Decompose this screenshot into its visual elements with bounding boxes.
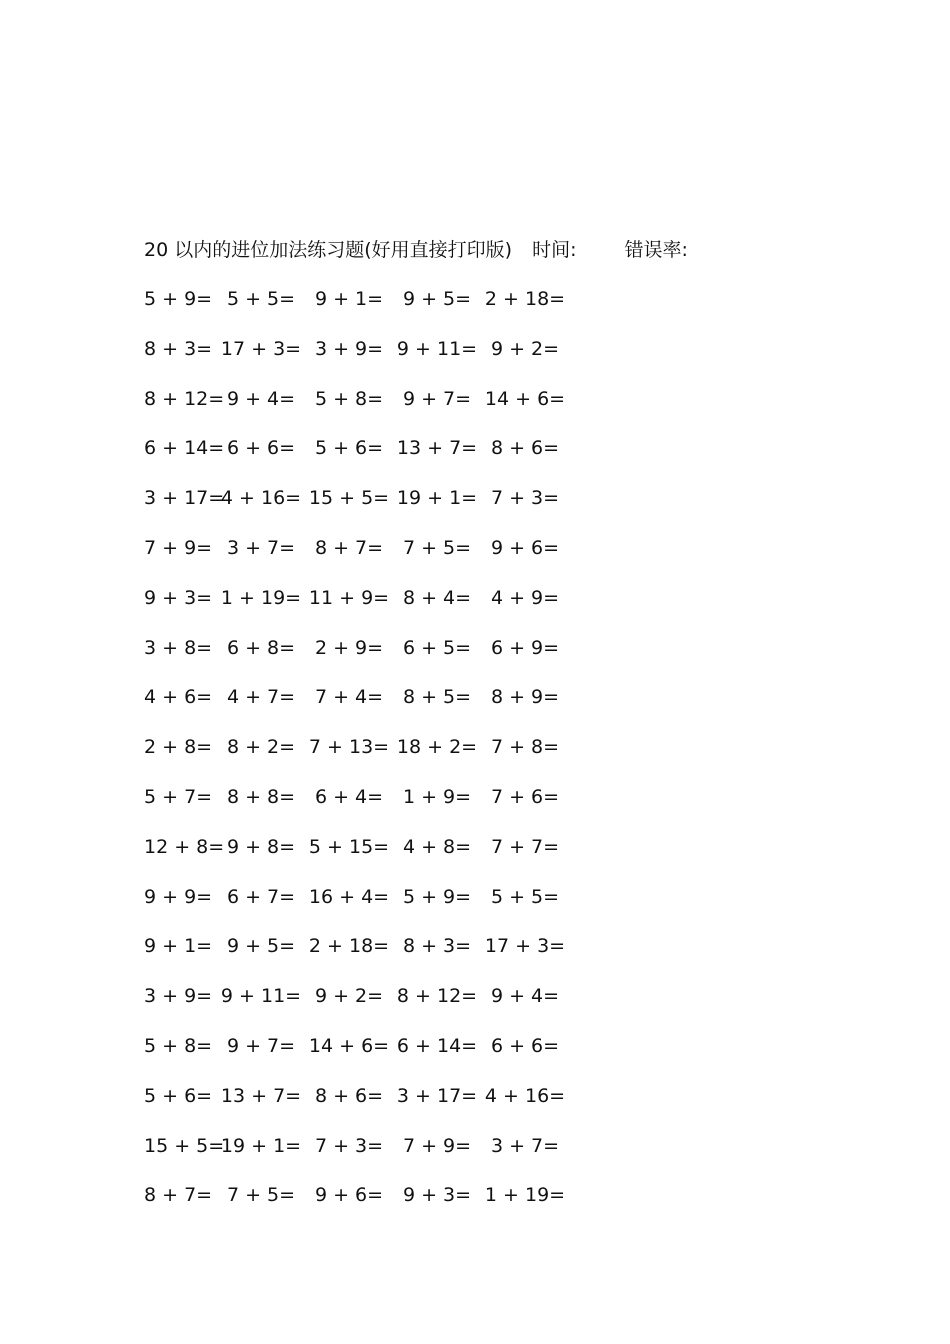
- worksheet-title: 20 以内的进位加法练习题(好用直接打印版): [144, 239, 513, 261]
- error-rate-label: 错误率:: [624, 239, 688, 261]
- addition-problem: 13 + 7=: [396, 437, 478, 460]
- addition-problem: 18 + 2=: [396, 736, 478, 759]
- addition-problem: 4 + 8=: [402, 835, 472, 858]
- addition-problem: 7 + 13=: [308, 736, 390, 759]
- addition-problem: 19 + 1=: [396, 487, 478, 510]
- addition-problem: 8 + 5=: [402, 686, 472, 709]
- addition-problem: 2 + 8=: [144, 736, 213, 759]
- addition-problem: 9 + 5=: [402, 288, 472, 310]
- addition-problem: 9 + 3=: [402, 1184, 472, 1207]
- addition-problem: 4 + 9=: [490, 586, 560, 609]
- addition-problem: 5 + 5=: [226, 288, 296, 310]
- addition-problem: 6 + 14=: [144, 437, 225, 460]
- addition-problem: 5 + 8=: [144, 1034, 213, 1057]
- addition-problem: 9 + 8=: [226, 835, 296, 858]
- addition-problem: 8 + 9=: [490, 686, 560, 709]
- addition-problem: 3 + 17=: [144, 487, 225, 510]
- addition-problem: 6 + 6=: [490, 1034, 560, 1057]
- addition-problem: 7 + 9=: [144, 536, 213, 559]
- addition-problem: 17 + 3=: [220, 337, 302, 360]
- addition-problem: 9 + 6=: [314, 1184, 384, 1207]
- addition-problem: 3 + 17=: [396, 1084, 478, 1107]
- addition-problem: 4 + 7=: [226, 686, 296, 709]
- addition-problem: 7 + 3=: [314, 1134, 384, 1157]
- addition-problem: 6 + 4=: [314, 785, 384, 808]
- addition-problem: 9 + 4=: [226, 387, 296, 410]
- addition-problem: 17 + 3=: [484, 935, 566, 958]
- addition-problem: 8 + 3=: [144, 337, 213, 360]
- addition-problem: 8 + 2=: [226, 736, 296, 759]
- addition-problem: 8 + 4=: [402, 586, 472, 609]
- addition-problem: 3 + 7=: [490, 1134, 560, 1157]
- addition-problem: 9 + 2=: [490, 337, 560, 360]
- addition-problem: 5 + 8=: [314, 387, 384, 410]
- addition-problem: 6 + 7=: [226, 885, 296, 908]
- addition-problem: 5 + 15=: [308, 835, 390, 858]
- addition-problem: 7 + 5=: [402, 536, 472, 559]
- addition-problem: 4 + 16=: [220, 487, 302, 510]
- addition-problem: 8 + 7=: [314, 536, 384, 559]
- addition-problem: 2 + 18=: [484, 288, 566, 310]
- addition-problem: 5 + 9=: [402, 885, 472, 908]
- addition-problem: 13 + 7=: [220, 1084, 302, 1107]
- addition-problem: 8 + 7=: [144, 1184, 213, 1207]
- addition-problem: 8 + 3=: [402, 935, 472, 958]
- addition-problem: 5 + 9=: [144, 288, 213, 310]
- addition-problem: 1 + 19=: [484, 1184, 566, 1207]
- addition-problem: 8 + 12=: [396, 985, 478, 1008]
- addition-problem: 9 + 7=: [226, 1034, 296, 1057]
- addition-problem: 9 + 5=: [226, 935, 296, 958]
- addition-problem: 9 + 6=: [490, 536, 560, 559]
- time-label: 时间:: [532, 239, 577, 261]
- addition-problem: 3 + 9=: [314, 337, 384, 360]
- addition-problem: 19 + 1=: [220, 1134, 302, 1157]
- addition-problem: 9 + 1=: [314, 288, 384, 310]
- addition-problem: 5 + 6=: [314, 437, 384, 460]
- addition-problem: 7 + 7=: [490, 835, 560, 858]
- addition-problem: 8 + 12=: [144, 387, 225, 410]
- addition-problem: 4 + 6=: [144, 686, 213, 709]
- addition-problem: 3 + 7=: [226, 536, 296, 559]
- addition-problem: 7 + 3=: [490, 487, 560, 510]
- addition-problem: 12 + 8=: [144, 835, 225, 858]
- addition-problem: 7 + 9=: [402, 1134, 472, 1157]
- addition-problem: 4 + 16=: [484, 1084, 566, 1107]
- addition-problem: 9 + 11=: [220, 985, 302, 1008]
- addition-problem: 1 + 9=: [402, 785, 472, 808]
- addition-problem: 8 + 8=: [226, 785, 296, 808]
- addition-problem: 7 + 6=: [490, 785, 560, 808]
- addition-problem: 8 + 6=: [314, 1084, 384, 1107]
- addition-problem: 9 + 9=: [144, 885, 213, 908]
- addition-problem: 9 + 3=: [144, 586, 213, 609]
- addition-problem: 9 + 2=: [314, 985, 384, 1008]
- addition-problem: 14 + 6=: [308, 1034, 390, 1057]
- addition-problem: 6 + 8=: [226, 636, 296, 659]
- addition-problem: 9 + 4=: [490, 985, 560, 1008]
- addition-problem: 1 + 19=: [220, 586, 302, 609]
- addition-problem: 3 + 9=: [144, 985, 213, 1008]
- addition-problem: 6 + 6=: [226, 437, 296, 460]
- addition-problem: 6 + 9=: [490, 636, 560, 659]
- addition-problem: 5 + 6=: [144, 1084, 213, 1107]
- addition-problem: 15 + 5=: [144, 1134, 225, 1157]
- addition-problem: 9 + 7=: [402, 387, 472, 410]
- addition-problem: 2 + 18=: [308, 935, 390, 958]
- addition-problem: 11 + 9=: [308, 586, 390, 609]
- addition-problem: 14 + 6=: [484, 387, 566, 410]
- addition-problem: 8 + 6=: [490, 437, 560, 460]
- addition-problem: 7 + 5=: [226, 1184, 296, 1207]
- addition-problem: 7 + 4=: [314, 686, 384, 709]
- addition-problem: 7 + 8=: [490, 736, 560, 759]
- addition-problem: 6 + 14=: [396, 1034, 478, 1057]
- addition-problem: 15 + 5=: [308, 487, 390, 510]
- addition-problem: 5 + 7=: [144, 785, 213, 808]
- addition-problem: 6 + 5=: [402, 636, 472, 659]
- addition-problem: 5 + 5=: [490, 885, 560, 908]
- addition-problem: 9 + 1=: [144, 935, 213, 958]
- addition-problem: 2 + 9=: [314, 636, 384, 659]
- addition-problem: 9 + 11=: [396, 337, 478, 360]
- addition-problem: 16 + 4=: [308, 885, 390, 908]
- worksheet-header: [144, 236, 688, 264]
- addition-problem: 3 + 8=: [144, 636, 213, 659]
